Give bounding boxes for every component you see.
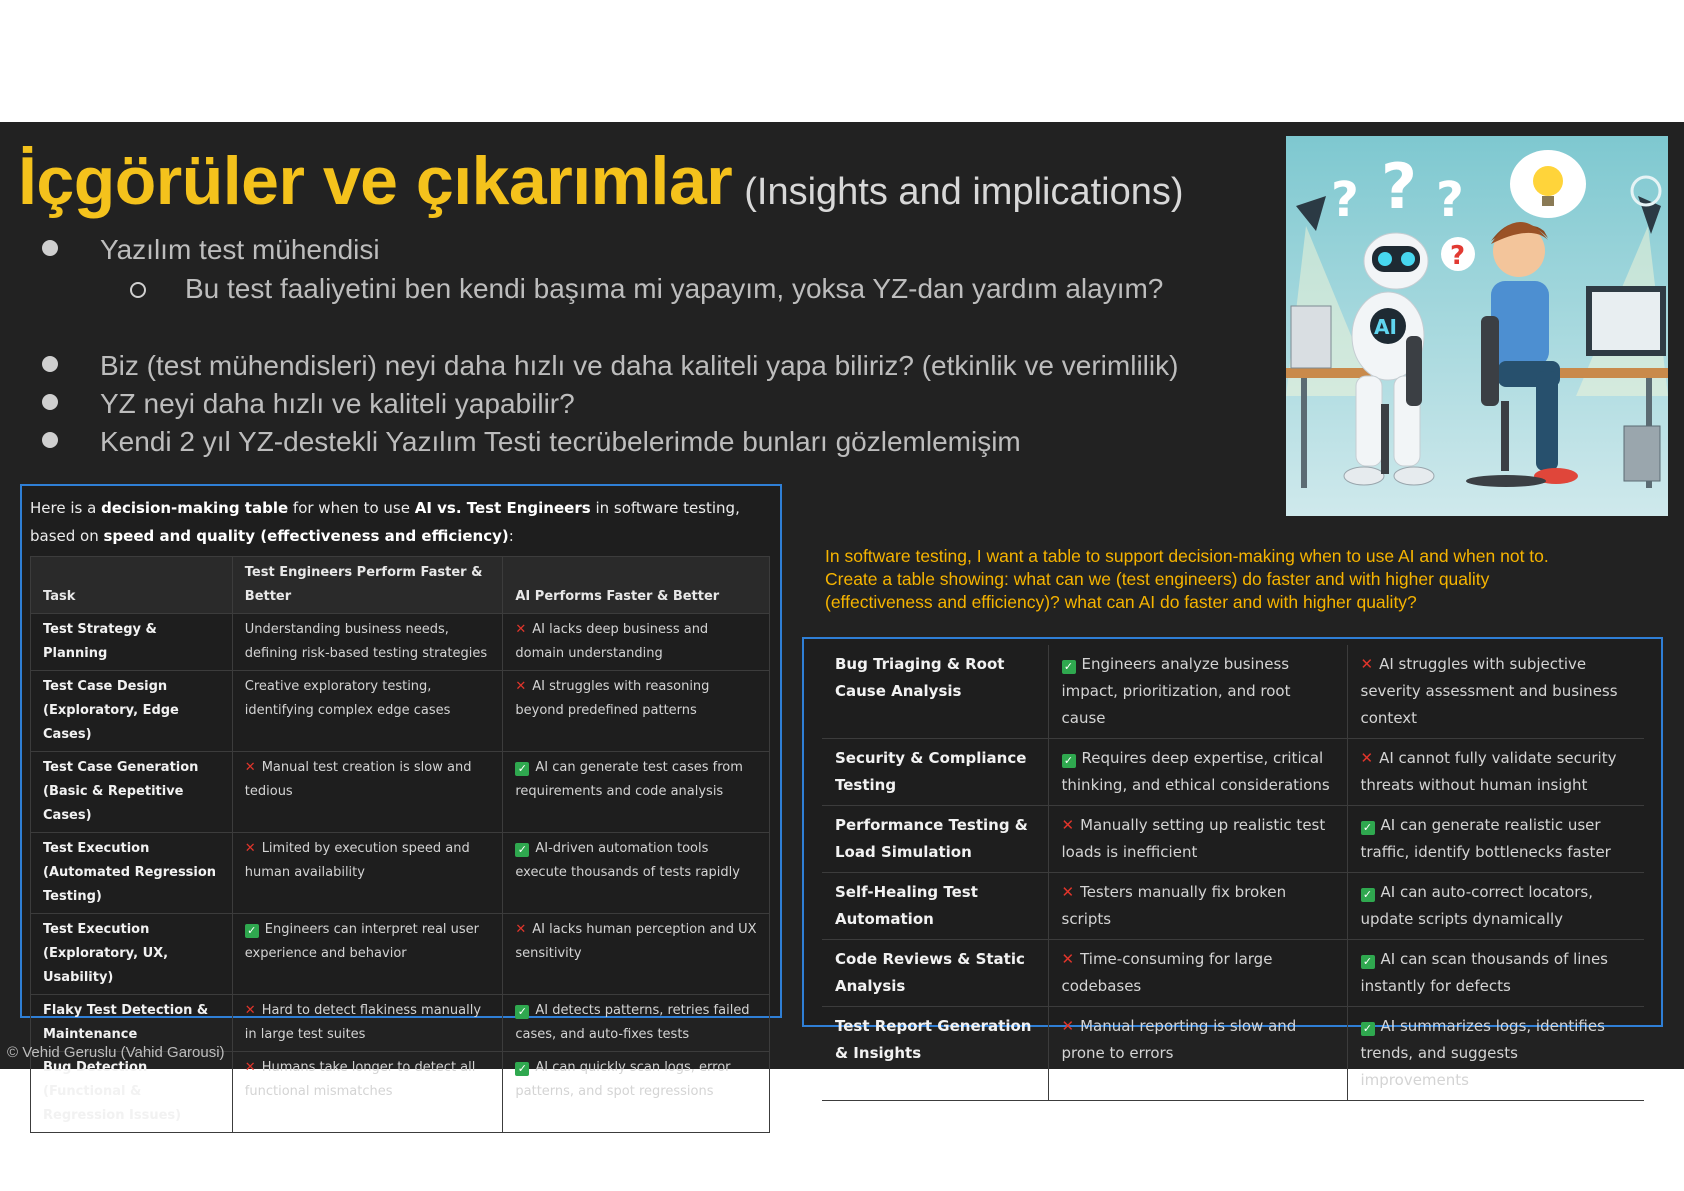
- ai-cell: [503, 914, 770, 995]
- cross-mark-icon: ✕: [1061, 816, 1075, 834]
- engineer-cell: [1048, 940, 1347, 1007]
- engineer-text: Humans take longer to detect all functional mismatches: [244, 1060, 476, 1099]
- bullet-1: Yazılım test mühendisi: [100, 234, 380, 265]
- question-mark: ?: [1450, 241, 1466, 271]
- bullet-1-sub: Bu test faaliyetini ben kendi başıma mi yapayım, yoksa YZ-dan yardım alayım?: [185, 273, 1164, 304]
- engineer-text: Requires deep expertise, critical thinking, and ethical considerations: [1061, 749, 1330, 794]
- ai-cell: [503, 995, 770, 1052]
- task-cell: Flaky Test Detection & Maintenance: [31, 995, 233, 1052]
- table-row: [31, 914, 770, 995]
- ai-text: AI detects patterns, retries failed cases, and auto-fixes tests: [515, 1003, 750, 1042]
- engineer-cell: [1048, 873, 1347, 940]
- question-mark: ?: [1436, 172, 1464, 228]
- ai-cell: [1347, 645, 1644, 739]
- engineer-text: Understanding business needs, defining risk-based testing strategies: [244, 622, 488, 661]
- engineer-cell: [1048, 1007, 1347, 1101]
- bullet-dot: [42, 356, 58, 372]
- ai-text: AI cannot fully validate security threats without human insight: [1360, 749, 1617, 794]
- table-row: [822, 873, 1644, 940]
- ai-text: AI struggles with reasoning beyond predefined patterns: [515, 679, 710, 718]
- check-mark-icon: ✓: [1361, 888, 1375, 902]
- check-mark-icon: ✓: [1361, 821, 1375, 835]
- prompt-line: Create a table showing: what can we (test engineers) do faster and with higher quality: [825, 569, 1490, 589]
- engineer-cell: [1048, 806, 1347, 873]
- check-mark-icon: ✓: [515, 762, 529, 776]
- intro-text: :: [508, 527, 514, 545]
- task-cell: Bug Triaging & Root Cause Analysis: [822, 645, 1048, 739]
- table-row: [822, 1007, 1644, 1101]
- engineer-text: Limited by execution speed and human availability: [244, 841, 470, 880]
- title-sub: (Insights and implications): [744, 171, 1184, 213]
- task-cell: Self-Healing Test Automation: [822, 873, 1048, 940]
- check-mark-icon: ✓: [515, 1062, 529, 1076]
- ai-text: AI struggles with subjective severity assessment and business context: [1360, 655, 1618, 727]
- table-row: [822, 940, 1644, 1007]
- ai-cell: [1347, 1007, 1644, 1101]
- ai-cell: [1347, 873, 1644, 940]
- ai-text: AI can generate realistic user traffic, identify bottlenecks faster: [1360, 816, 1611, 861]
- cross-mark-icon: ✕: [515, 679, 527, 694]
- ai-text: AI can auto-correct locators, update scripts dynamically: [1360, 883, 1593, 928]
- task-cell: Test Execution (Exploratory, UX, Usability): [31, 914, 233, 995]
- table-row: [31, 752, 770, 833]
- task-cell: Performance Testing & Load Simulation: [822, 806, 1048, 873]
- ai-cell: [1347, 739, 1644, 806]
- cross-mark-icon: ✕: [244, 841, 256, 856]
- table-header-row: [31, 557, 770, 614]
- table-row: [822, 645, 1644, 739]
- header-ai: AI Performs Faster & Better: [503, 557, 770, 614]
- intro-bold: decision-making table: [101, 499, 289, 517]
- cross-mark-icon: ✕: [244, 1003, 256, 1018]
- task-cell: Test Execution (Automated Regression Testing): [31, 833, 233, 914]
- table-intro-text: [30, 494, 770, 550]
- cross-mark-icon: ✕: [244, 760, 256, 775]
- cross-mark-icon: ✕: [515, 922, 527, 937]
- ai-cell: [503, 671, 770, 752]
- engineer-text: Time-consuming for large codebases: [1061, 950, 1273, 995]
- engineer-text: Hard to detect flakiness manually in large test suites: [244, 1003, 482, 1042]
- robot-and-engineer-illustration: [1286, 136, 1668, 516]
- task-cell: Bug Detection (Functional & Regression Issues): [31, 1052, 233, 1133]
- engineer-cell: [232, 833, 503, 914]
- check-mark-icon: ✓: [1361, 1022, 1375, 1036]
- engineer-text: Testers manually fix broken scripts: [1061, 883, 1287, 928]
- question-mark: ?: [1381, 150, 1417, 223]
- cross-mark-icon: ✕: [1360, 655, 1374, 673]
- ai-text: AI lacks deep business and domain understanding: [515, 622, 709, 661]
- engineer-cell: [232, 671, 503, 752]
- ai-cell: [1347, 806, 1644, 873]
- cross-mark-icon: ✕: [244, 1060, 256, 1075]
- bullet-2: Biz (test mühendisleri) neyi daha hızlı ve daha kaliteli yapa biliriz? (etkinlik ve verimlilik): [100, 350, 1179, 381]
- table-row: [31, 995, 770, 1052]
- engineer-cell: [1048, 645, 1347, 739]
- bullet-dot: [42, 432, 58, 448]
- task-cell: Test Strategy & Planning: [31, 614, 233, 671]
- question-mark: ?: [1331, 172, 1359, 228]
- engineer-cell: [1048, 739, 1347, 806]
- bullet-3: YZ neyi daha hızlı ve kaliteli yapabilir?: [100, 388, 575, 419]
- robot-ai-label: AI: [1374, 315, 1397, 339]
- copyright-footer: © Vehid Geruslu (Vahid Garousi): [7, 1044, 225, 1061]
- task-cell: Test Case Design (Exploratory, Edge Cases): [31, 671, 233, 752]
- ai-text: AI-driven automation tools execute thousands of tests rapidly: [515, 841, 740, 880]
- engineer-text: Engineers can interpret real user experience and behavior: [244, 922, 480, 961]
- title-main: İçgörüler ve çıkarımlar: [18, 143, 733, 219]
- decision-table-continued: [822, 645, 1644, 1101]
- ai-cell: [503, 1052, 770, 1133]
- table-row: [822, 806, 1644, 873]
- cross-mark-icon: ✕: [515, 622, 527, 637]
- check-mark-icon: ✓: [1062, 660, 1076, 674]
- ai-text: AI can scan thousands of lines instantly for defects: [1360, 950, 1608, 995]
- table-row: [822, 739, 1644, 806]
- check-mark-icon: ✓: [1361, 955, 1375, 969]
- task-cell: Test Case Generation (Basic & Repetitive Cases): [31, 752, 233, 833]
- header-task: Task: [31, 557, 233, 614]
- check-mark-icon: ✓: [515, 1005, 529, 1019]
- check-mark-icon: ✓: [1062, 754, 1076, 768]
- decision-table-continued-panel: [802, 637, 1663, 1089]
- intro-bold: speed and quality (effectiveness and efficiency): [103, 527, 509, 545]
- ai-cell: [503, 752, 770, 833]
- table-row: [31, 1052, 770, 1133]
- engineer-text: Creative exploratory testing, identifying complex edge cases: [244, 679, 451, 718]
- intro-text: in software testing, based on: [30, 499, 740, 545]
- bullet-dot: [42, 240, 58, 256]
- ai-cell: [503, 614, 770, 671]
- ai-text: AI summarizes logs, identifies trends, and suggests improvements: [1360, 1017, 1605, 1089]
- table-row: [31, 671, 770, 752]
- engineer-cell: [232, 1052, 503, 1133]
- ai-text: AI can generate test cases from requirements and code analysis: [515, 760, 743, 799]
- engineer-text: Engineers analyze business impact, prioritization, and root cause: [1061, 655, 1291, 727]
- check-mark-icon: ✓: [515, 843, 529, 857]
- bullet-ring: [130, 282, 146, 298]
- table-row: [31, 833, 770, 914]
- cross-mark-icon: ✕: [1061, 1017, 1075, 1035]
- task-cell: Code Reviews & Static Analysis: [822, 940, 1048, 1007]
- check-mark-icon: ✓: [245, 924, 259, 938]
- ai-cell: [503, 833, 770, 914]
- ai-text: AI lacks human perception and UX sensitivity: [515, 922, 757, 961]
- prompt-line: In software testing, I want a table to support decision-making when to use AI and when not to.: [825, 546, 1549, 566]
- cross-mark-icon: ✕: [1061, 883, 1075, 901]
- intro-text: Here is a: [30, 499, 102, 517]
- ai-prompt-text: [825, 545, 1645, 614]
- bullet-4: Kendi 2 yıl YZ-destekli Yazılım Testi tecrübelerimde bunları gözlemlemişim: [100, 426, 1021, 457]
- bullet-dot: [42, 394, 58, 410]
- ai-cell: [1347, 940, 1644, 1007]
- engineer-cell: [232, 752, 503, 833]
- prompt-line: (effectiveness and efficiency)? what can AI do faster and with higher quality?: [825, 592, 1417, 612]
- table-row: [31, 614, 770, 671]
- header-engineers: Test Engineers Perform Faster & Better: [232, 557, 503, 614]
- task-cell: Security & Compliance Testing: [822, 739, 1048, 806]
- cross-mark-icon: ✕: [1061, 950, 1075, 968]
- intro-bold: AI vs. Test Engineers: [414, 499, 591, 517]
- engineer-text: Manual reporting is slow and prone to errors: [1061, 1017, 1297, 1062]
- ai-text: AI can quickly scan logs, error patterns, and spot regressions: [515, 1060, 731, 1099]
- engineer-text: Manual test creation is slow and tedious: [244, 760, 472, 799]
- cross-mark-icon: ✕: [1360, 749, 1374, 767]
- engineer-text: Manually setting up realistic test loads is inefficient: [1061, 816, 1326, 861]
- engineer-cell: [232, 995, 503, 1052]
- engineer-cell: [232, 614, 503, 671]
- intro-text: for when to use: [288, 499, 415, 517]
- engineer-cell: [232, 914, 503, 995]
- slide-title: [18, 142, 1184, 220]
- task-cell: Test Report Generation & Insights: [822, 1007, 1048, 1101]
